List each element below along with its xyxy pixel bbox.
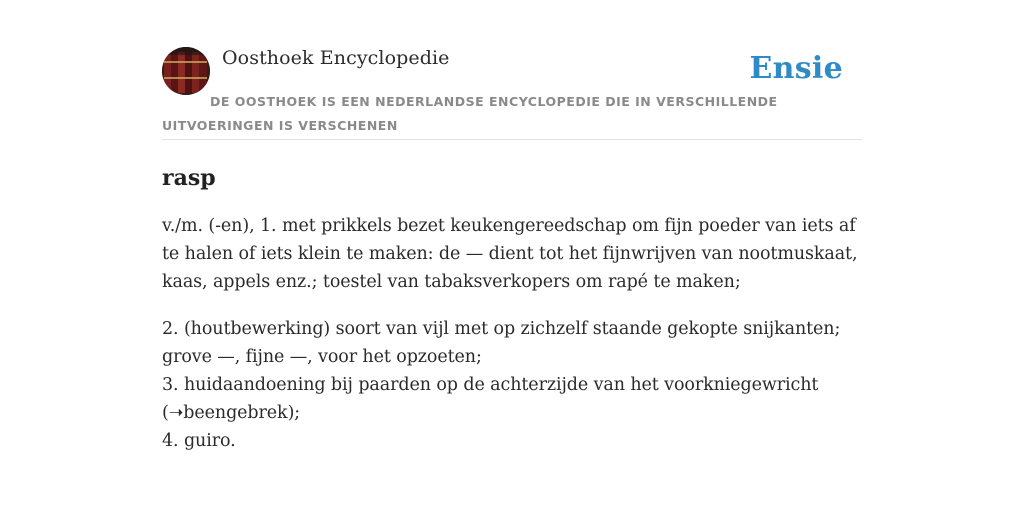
definition-paragraph-2 — [162, 315, 862, 455]
brand-logo[interactable]: Ensie — [749, 51, 843, 86]
site-name[interactable]: Oosthoek Encyclopedie — [222, 47, 450, 69]
definition-paragraph-1: v./m. (-en), 1. met prikkels bezet keukengereedschap om fijn poeder van iets af te halen of iets klein te maken: de — dient tot het fijnwrijven van nootmuskaat, kaas, appels enz.; toestel van tabaksverkopers om rapé te maken; — [162, 216, 858, 292]
encyclopedia-books-icon[interactable] — [162, 47, 210, 95]
entry-card — [162, 46, 862, 474]
definition-line: 2. (houtbewerking) soort van vijl met op zichzelf staande gekopte snijkanten; grove —, fijne —, voor het opzoeten; — [162, 319, 841, 367]
entry-definition — [162, 212, 862, 455]
definition-line: 3. huidaandoening bij paarden op de achterzijde van het voorkniegewricht (➝beengebrek); — [162, 375, 819, 423]
definition-line: 4. guiro. — [162, 431, 236, 451]
site-tagline: DE OOSTHOEK IS EEN NEDERLANDSE ENCYCLOPEDIE DIE IN VERSCHILLENDE UITVOERINGEN IS VERSCHENEN — [162, 94, 778, 133]
entry-term: rasp — [162, 165, 216, 191]
site-header — [162, 46, 862, 140]
